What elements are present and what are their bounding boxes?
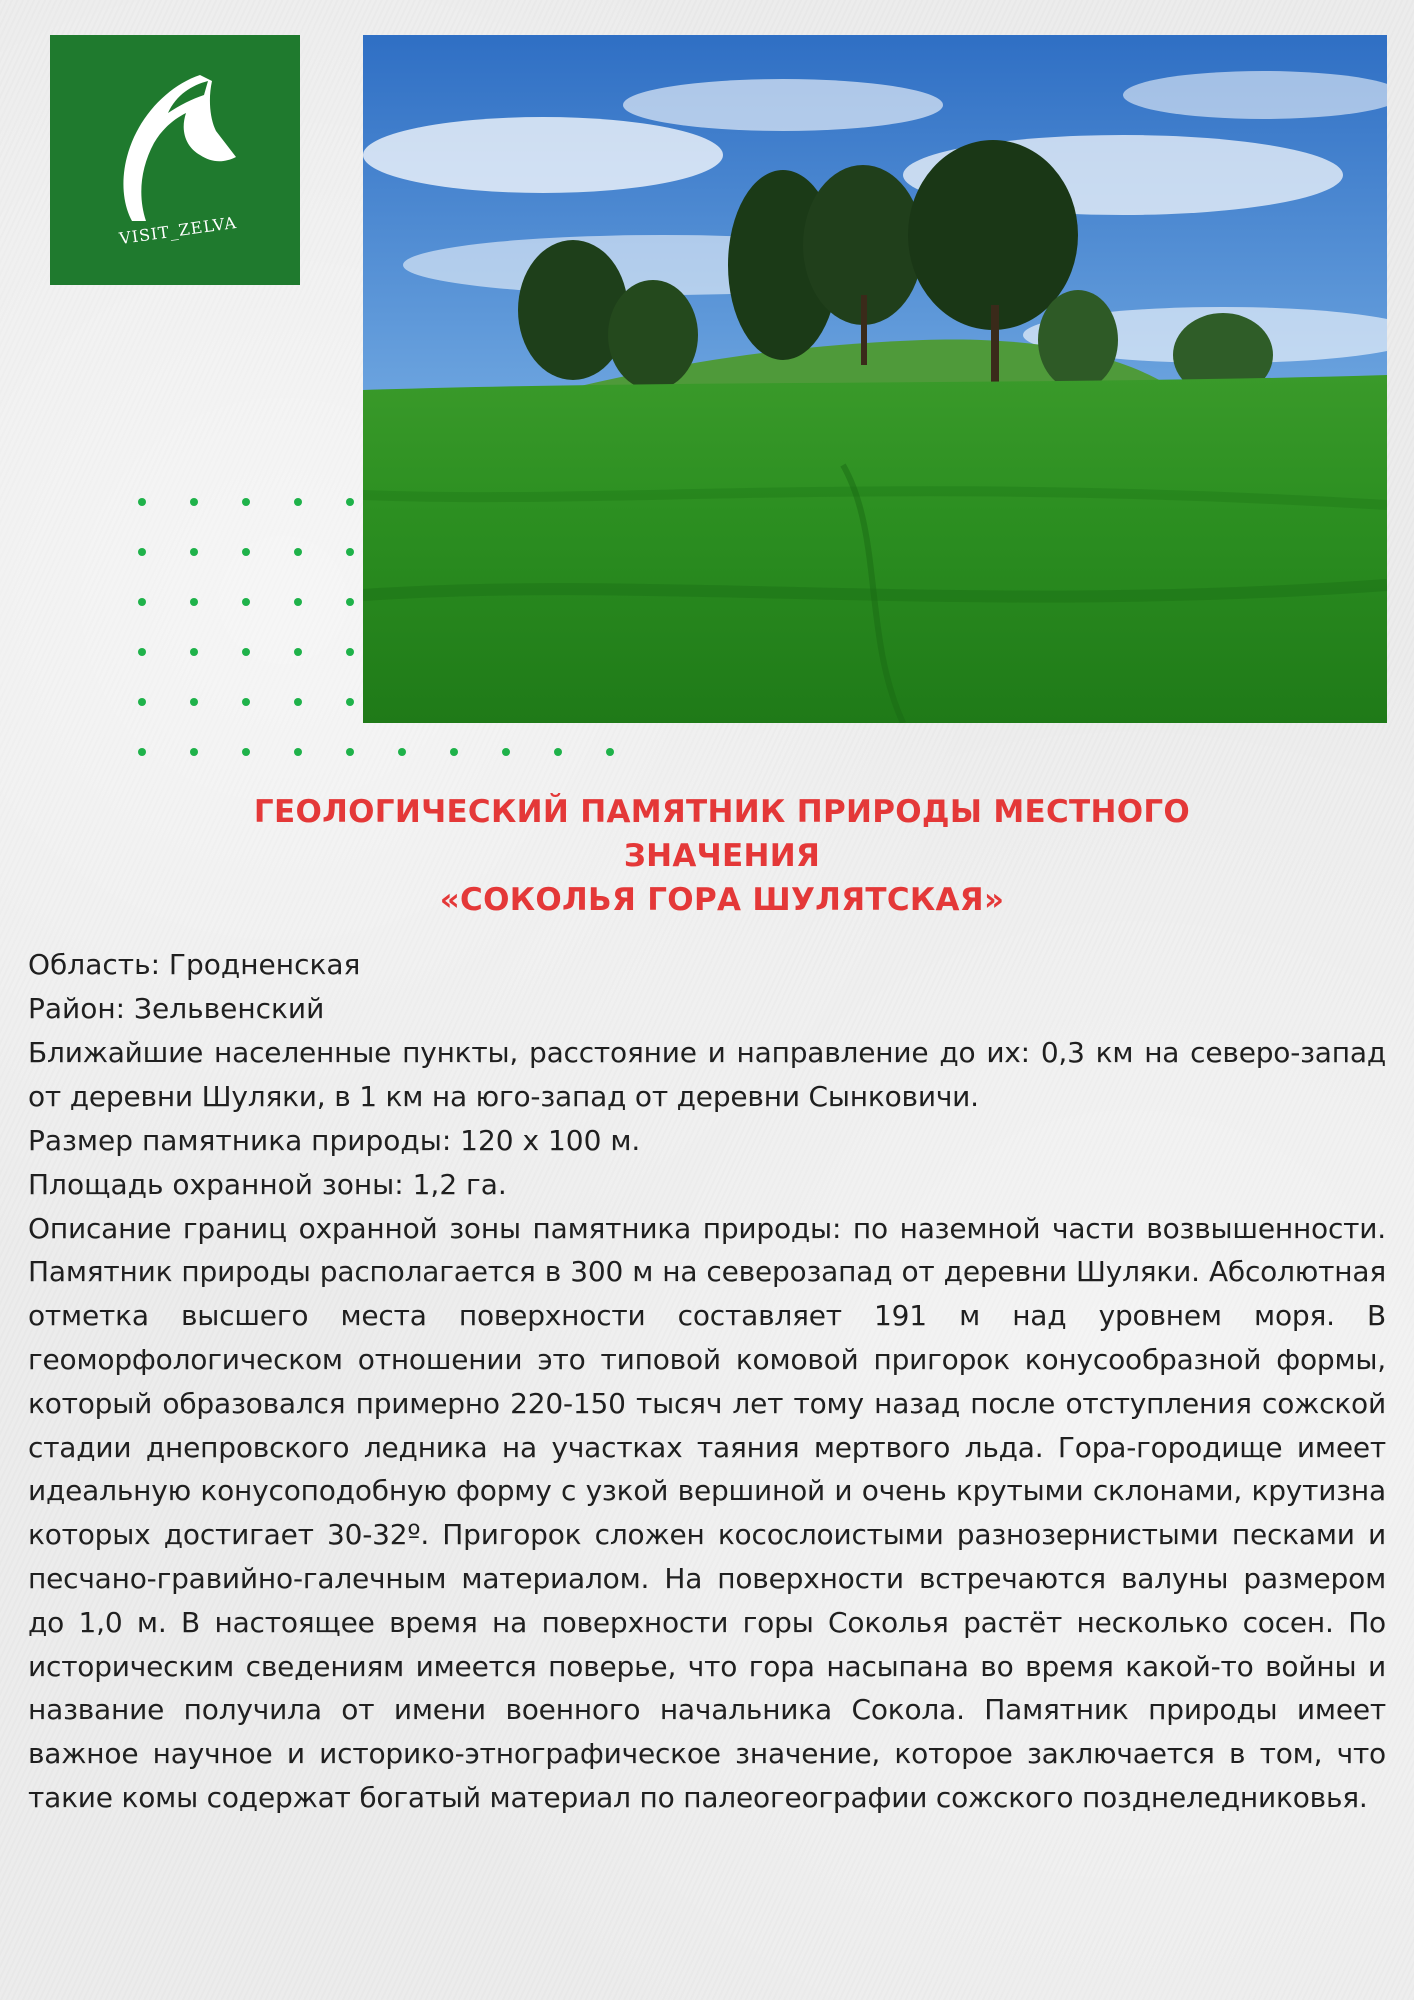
- dot: [606, 748, 614, 756]
- dot: [242, 598, 250, 606]
- page-title: [30, 790, 1414, 922]
- dot: [450, 748, 458, 756]
- dot: [190, 648, 198, 656]
- dot: [346, 598, 354, 606]
- dot: [138, 548, 146, 556]
- dot: [242, 498, 250, 506]
- dot: [294, 698, 302, 706]
- dot: [294, 548, 302, 556]
- visit-zelva-logo: [50, 35, 300, 285]
- dot: [242, 748, 250, 756]
- title-line-3: «СОКОЛЬЯ ГОРА ШУЛЯТСКАЯ»: [439, 882, 1005, 918]
- dot: [190, 598, 198, 606]
- dot: [294, 598, 302, 606]
- dot: [554, 748, 562, 756]
- dot: [190, 748, 198, 756]
- dot: [346, 648, 354, 656]
- dot: [190, 498, 198, 506]
- title-line-1: ГЕОЛОГИЧЕСКИЙ ПАМЯТНИК ПРИРОДЫ МЕСТНОГО: [253, 794, 1191, 830]
- dot: [346, 748, 354, 756]
- dot: [138, 648, 146, 656]
- info-text: [28, 943, 1386, 1820]
- decorative-dots: [138, 498, 618, 768]
- dot: [346, 498, 354, 506]
- dot: [138, 698, 146, 706]
- protected-area-line: Площадь охранной зоны: 1,2 га.: [28, 1167, 507, 1201]
- district-line: Район: Зельвенский: [28, 992, 325, 1025]
- dot: [242, 548, 250, 556]
- dot: [398, 748, 406, 756]
- dot: [138, 748, 146, 756]
- dot: [294, 498, 302, 506]
- dot: [138, 498, 146, 506]
- dot: [502, 748, 510, 756]
- dot: [190, 698, 198, 706]
- dot: [294, 748, 302, 756]
- description-paragraph: Описание границ охранной зоны памятника природы: по наземной части возвышенности. Памятник природы располагается в 300 м на северозапад от деревни Шуляки. Абсолютная отметка высшего места поверхности составляет 191 м над уровнем моря. В геоморфологическом отношении это типовой комовой пригорок конусообразной формы, который образовался примерно 220-150 тысяч лет тому назад после отступления сожской стадии днепровского ледника на участках таяния мертвого льда. Гора-городище имеет идеальную конусоподобную форму с узкой вершиной и очень крутыми склонами, крутизна которых достигает 30-32º. Пригорок сложен косослоистыми разнозернистыми песками и песчано-гравийно-галечным материалом. На поверхности встречаются валуны размером до 1,0 м. В настоящее время на поверхности горы Соколья растёт несколько сосен. По историческим сведениям имеется поверье, что гора насыпана во время какой-то войны и название получила от имени военного начальника Сокола. Памятник природы имеет важное научное и историко-этнографическое значение, которое заключается в том, что такие комы содержат богатый материал по палеогеографии сожского позднеледниковья.: [28, 1211, 1386, 1814]
- dot: [242, 698, 250, 706]
- horse-head-icon: [50, 35, 300, 285]
- size-line: Размер памятника природы: 120 х 100 м.: [28, 1123, 641, 1157]
- dot: [138, 598, 146, 606]
- dot: [346, 698, 354, 706]
- nearest-settlements-paragraph: Ближайшие населенные пункты, расстояние и направление до их: 0,3 км на северо-запад от деревни Шуляки, в 1 км на юго-запад от деревни Сынковичи.: [28, 1036, 1386, 1113]
- logo-text: VISIT_ZELVA: [118, 212, 238, 249]
- dot: [346, 548, 354, 556]
- dot: [294, 648, 302, 656]
- dot: [242, 648, 250, 656]
- title-line-2: ЗНАЧЕНИЯ: [623, 838, 821, 874]
- dot: [190, 548, 198, 556]
- region-line: Область: Гродненская: [28, 948, 361, 981]
